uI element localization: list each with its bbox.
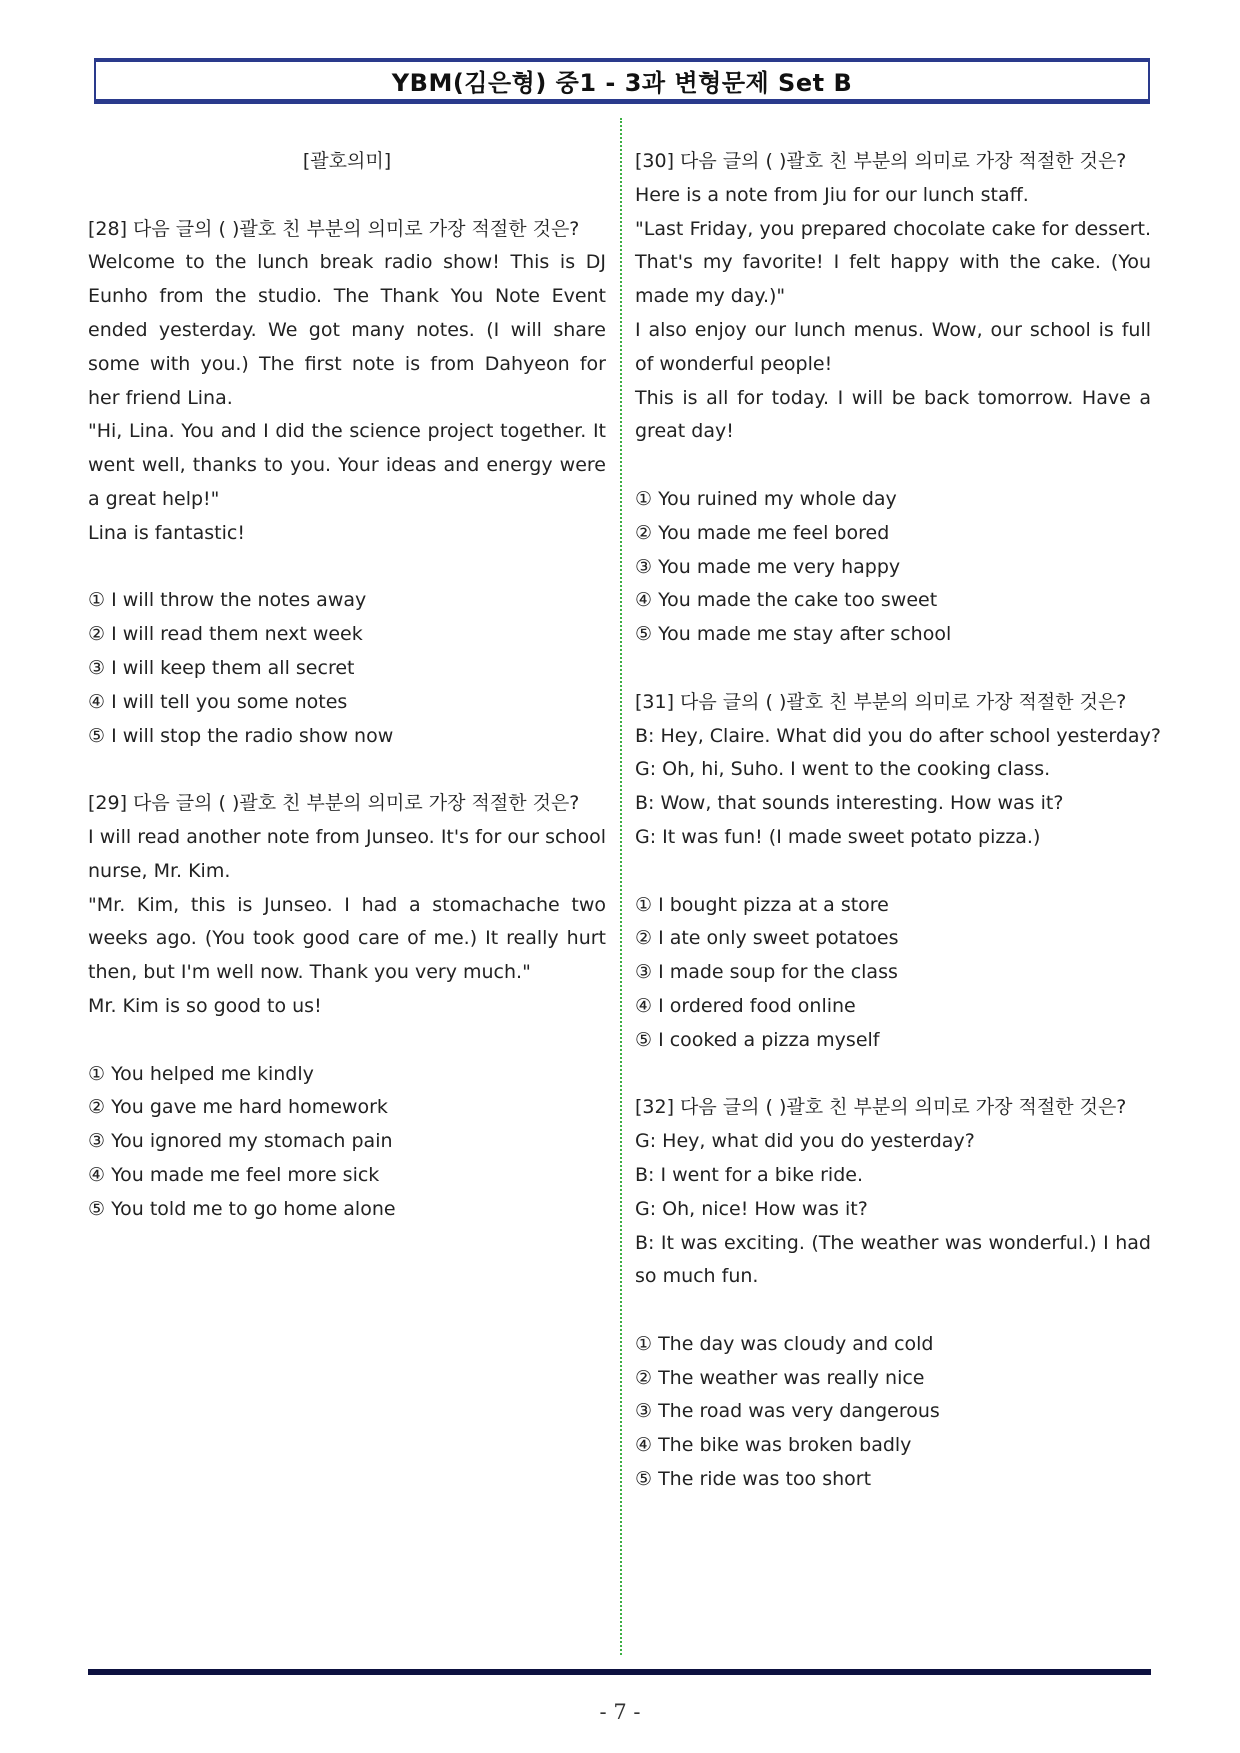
dialogue-line: B: Hey, Claire. What did you do after school yesterday? — [635, 724, 1161, 747]
question-31 — [635, 686, 1161, 1058]
passage-paragraph: This is all for today. I will be back tomorrow. Have a great day! — [635, 386, 1151, 443]
answer-option: ② I ate only sweet potatoes — [635, 927, 899, 950]
answer-option: ④ The bike was broken badly — [635, 1434, 912, 1457]
dialogue-line: G: Oh, hi, Suho. I went to the cooking class. — [635, 758, 1051, 781]
answer-option: ③ I will keep them all secret — [88, 656, 355, 679]
dialogue-line: G: It was fun! (I made sweet potato pizza.) — [635, 825, 1041, 848]
question-32 — [635, 1091, 1151, 1497]
question-29 — [88, 787, 606, 1226]
answer-option: ① You helped me kindly — [88, 1062, 314, 1085]
right-column — [635, 145, 1161, 1497]
footer-rule — [88, 1669, 1151, 1675]
answer-option: ③ The road was very dangerous — [635, 1400, 940, 1423]
dialogue-line: G: Oh, nice! How was it? — [635, 1197, 868, 1220]
passage-paragraph: Here is a note from Jiu for our lunch staff. — [635, 183, 1029, 206]
answer-option: ③ You ignored my stomach pain — [88, 1130, 393, 1153]
section-label: [괄호의미] — [302, 150, 392, 172]
passage-paragraph: I also enjoy our lunch menus. Wow, our school is full of wonderful people! — [635, 318, 1151, 375]
answer-option: ④ I ordered food online — [635, 994, 856, 1017]
passage-paragraph: "Last Friday, you prepared chocolate cake for dessert. That's my favorite! I felt happy with the cake. (You made my day.)" — [635, 217, 1151, 308]
passage-paragraph: Lina is fantastic! — [88, 521, 245, 544]
question-28 — [88, 213, 606, 754]
answer-option: ① The day was cloudy and cold — [635, 1332, 934, 1355]
question-prompt: [29] 다음 글의 ( )괄호 친 부분의 의미로 가장 적절한 것은? — [88, 792, 580, 815]
answer-option: ① I bought pizza at a store — [635, 893, 889, 916]
question-prompt: [32] 다음 글의 ( )괄호 친 부분의 의미로 가장 적절한 것은? — [635, 1096, 1127, 1119]
answer-option: ⑤ The ride was too short — [635, 1468, 872, 1491]
answer-option: ② You made me feel bored — [635, 521, 890, 544]
answer-option: ② You gave me hard homework — [88, 1096, 388, 1119]
answer-option: ⑤ You made me stay after school — [635, 623, 952, 646]
page-number: - 7 - — [599, 1700, 641, 1724]
passage-paragraph: Welcome to the lunch break radio show! This is DJ Eunho from the studio. The Thank You Note Event ended yesterday. We got many notes. (I will share some with you.) The first note is from Dahyeon for her friend Lina. — [88, 251, 606, 409]
document-title-box — [94, 58, 1150, 104]
passage-paragraph: "Mr. Kim, this is Junseo. I had a stomachache two weeks ago. (You took good care of me.) It really hurt then, but I'm well now. Thank you very much." — [88, 893, 606, 984]
dialogue-line: B: Wow, that sounds interesting. How was it? — [635, 792, 1064, 815]
dialogue-line: B: I went for a bike ride. — [635, 1163, 863, 1186]
passage-paragraph: Mr. Kim is so good to us! — [88, 994, 322, 1017]
left-column — [88, 145, 606, 1227]
question-prompt: [31] 다음 글의 ( )괄호 친 부분의 의미로 가장 적절한 것은? — [635, 690, 1127, 713]
column-divider — [620, 118, 622, 1655]
answer-option: ③ I made soup for the class — [635, 961, 898, 984]
question-30 — [635, 145, 1151, 652]
document-title: YBM(김은형) 중1 - 3과 변형문제 Set B — [391, 69, 853, 97]
passage-paragraph: "Hi, Lina. You and I did the science project together. It went well, thanks to you. Your ideas and energy were a great help!" — [88, 420, 606, 510]
question-prompt: [30] 다음 글의 ( )괄호 친 부분의 의미로 가장 적절한 것은? — [635, 150, 1127, 172]
answer-option: ④ You made me feel more sick — [88, 1163, 380, 1186]
answer-option: ① I will throw the notes away — [88, 589, 367, 612]
answer-option: ③ You made me very happy — [635, 555, 901, 578]
answer-option: ⑤ I will stop the radio show now — [88, 724, 394, 747]
answer-option: ② The weather was really nice — [635, 1366, 925, 1389]
passage-paragraph: I will read another note from Junseo. It's for our school nurse, Mr. Kim. — [88, 825, 606, 882]
question-prompt: [28] 다음 글의 ( )괄호 친 부분의 의미로 가장 적절한 것은? — [88, 217, 580, 240]
answer-option: ② I will read them next week — [88, 623, 363, 646]
answer-option: ⑤ I cooked a pizza myself — [635, 1028, 880, 1051]
answer-option: ④ I will tell you some notes — [88, 690, 348, 713]
dialogue-line: B: It was exciting. (The weather was wonderful.) I had so much fun. — [635, 1231, 1151, 1288]
answer-option: ⑤ You told me to go home alone — [88, 1197, 396, 1220]
answer-option: ④ You made the cake too sweet — [635, 589, 938, 612]
dialogue-line: G: Hey, what did you do yesterday? — [635, 1130, 975, 1153]
answer-option: ① You ruined my whole day — [635, 487, 897, 510]
